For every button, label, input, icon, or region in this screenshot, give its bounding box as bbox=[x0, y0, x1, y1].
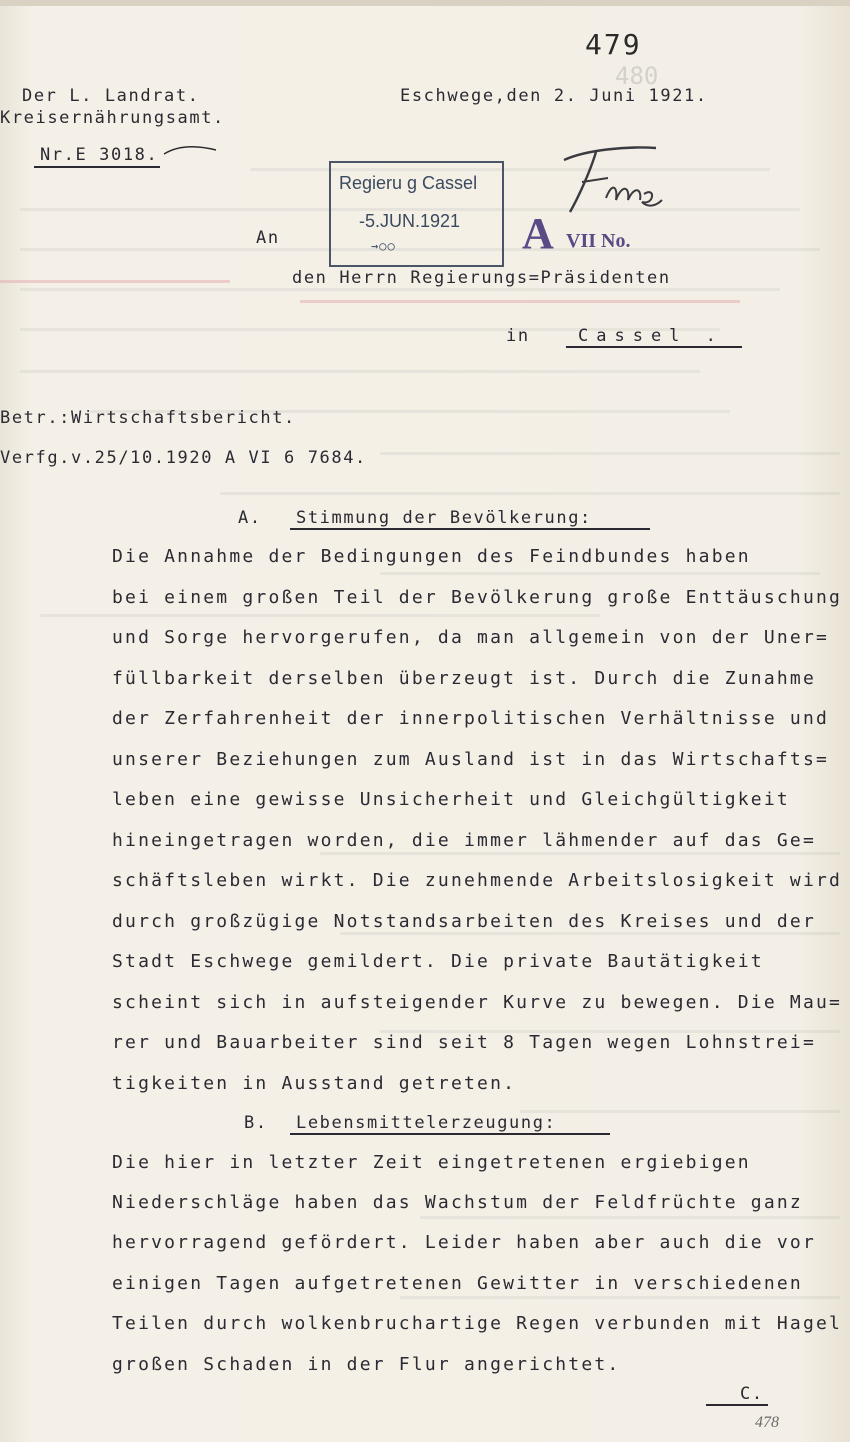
section-a-line: unserer Beziehungen zum Ausland ist in das Wirtschafts= bbox=[112, 749, 830, 770]
section-a-line: leben eine gewisse Unsicherheit und Gleichgültigkeit bbox=[112, 789, 790, 810]
section-a-line: der Zerfahrenheit der innerpolitischen Verhältnisse und bbox=[112, 708, 830, 729]
sender-office: Kreisernährungsamt. bbox=[0, 108, 225, 128]
page-number-ghost: 480 bbox=[615, 62, 659, 90]
addressee-city: Cassel . bbox=[578, 326, 724, 346]
stamp-mark: →○○ bbox=[371, 239, 396, 253]
reference-flourish bbox=[160, 140, 220, 164]
stamp-date: -5.JUN.1921 bbox=[359, 211, 461, 231]
section-b-letter: B. bbox=[244, 1113, 268, 1133]
section-b-line: großen Schaden in der Flur angerichtet. bbox=[112, 1354, 621, 1375]
stamp-authority: Regieru g Cassel bbox=[339, 173, 478, 193]
registry-mark bbox=[522, 208, 631, 259]
section-a-line: und Sorge hervorgerufen, da man allgemein von der Uner= bbox=[112, 627, 830, 648]
section-a-line: füllbarkeit derselben überzeugt ist. Durch die Zunahme bbox=[112, 668, 816, 689]
section-a-line: schäftsleben wirkt. Die zunehmende Arbeitslosigkeit wird bbox=[112, 870, 843, 891]
section-b-underline bbox=[290, 1133, 610, 1135]
section-a-line: Die Annahme der Bedingungen des Feindbundes haben bbox=[112, 546, 751, 567]
reference-underline bbox=[34, 166, 160, 168]
section-a-line: bei einem großen Teil der Bevölkerung große Enttäuschung bbox=[112, 587, 843, 608]
continuation-mark: C. bbox=[740, 1384, 764, 1404]
section-a-line: tigkeiten in Ausstand getreten. bbox=[112, 1073, 517, 1094]
registry-letter: A bbox=[522, 209, 554, 258]
sender-title: Der L. Landrat. bbox=[22, 86, 200, 106]
addressee-prefix: An bbox=[256, 228, 280, 248]
registry-number: VII No. bbox=[566, 230, 631, 252]
section-a-letter: A. bbox=[238, 508, 262, 528]
section-a-line: Stadt Eschwege gemildert. Die private Bautätigkeit bbox=[112, 951, 764, 972]
section-a-underline bbox=[290, 528, 650, 530]
section-a-line: hineingetragen worden, die immer lähmender auf das Ge= bbox=[112, 830, 816, 851]
section-b-line: Teilen durch wolkenbruchartige Regen verbunden mit Hagel bbox=[112, 1313, 843, 1334]
addressee-city-underline bbox=[566, 346, 742, 348]
section-b-line: Die hier in letzter Zeit eingetretenen ergiebigen bbox=[112, 1152, 751, 1173]
section-b-heading: Lebensmittelerzeugung: bbox=[296, 1113, 557, 1133]
footer-page-number: 478 bbox=[755, 1414, 779, 1431]
subject-line: Betr.:Wirtschaftsbericht. bbox=[0, 408, 296, 428]
section-a-line: durch großzügige Notstandsarbeiten des Kreises und der bbox=[112, 911, 816, 932]
section-b-line: hervorragend gefördert. Leider haben aber auch die vor bbox=[112, 1232, 816, 1253]
place-date: Eschwege,den 2. Juni 1921. bbox=[400, 86, 708, 106]
addressee-in: in bbox=[506, 326, 530, 346]
section-b-line: einigen Tagen aufgetretenen Gewitter in verschiedenen bbox=[112, 1273, 803, 1294]
addressee-title: den Herrn Regierungs=Präsidenten bbox=[292, 268, 671, 288]
page-top-edge bbox=[0, 0, 850, 6]
section-a-line: rer und Bauarbeiter sind seit 8 Tagen wegen Lohnstrei= bbox=[112, 1032, 816, 1053]
page-number: 479 bbox=[585, 28, 642, 61]
reference-number: Nr.E 3018. bbox=[40, 145, 159, 165]
handwritten-signature bbox=[556, 142, 666, 222]
section-a-heading: Stimmung der Bevölkerung: bbox=[296, 508, 592, 528]
section-b-line: Niederschläge haben das Wachstum der Feldfrüchte ganz bbox=[112, 1192, 803, 1213]
section-a-line: scheint sich in aufsteigender Kurve zu bewegen. Die Mau= bbox=[112, 992, 843, 1013]
continuation-underline bbox=[706, 1404, 768, 1406]
received-stamp bbox=[329, 161, 504, 267]
reference-line: Verfg.v.25/10.1920 A VI 6 7684. bbox=[0, 448, 367, 468]
